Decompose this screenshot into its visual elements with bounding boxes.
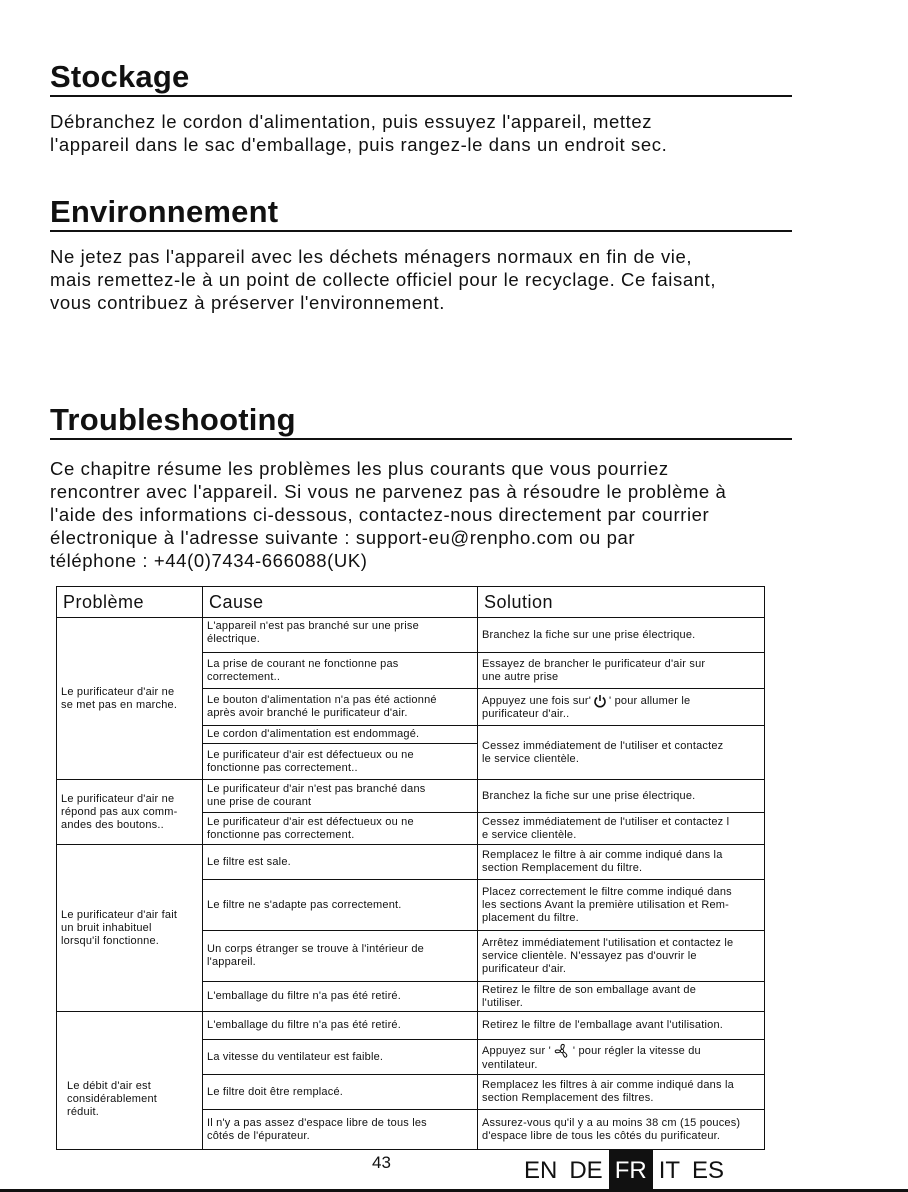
- cause-cell-15: Il n'y a pas assez d'espace libre de tous les côtés de l'épurateur.: [202, 1109, 478, 1150]
- solution-cell-1: Branchez la fiche sur une prise électrique.: [477, 617, 765, 653]
- problem-cell-1: Le purificateur d'air ne se met pas en marche.: [56, 617, 203, 780]
- cause-cell-7: Le purificateur d'air est défectueux ou ne fonctionne pas correctement.: [202, 812, 478, 845]
- section-title-storage: Stockage: [50, 60, 792, 97]
- cause-cell-6: Le purificateur d'air n'est pas branché dans une prise de courant: [202, 779, 478, 813]
- cause-cell-11: L'emballage du filtre n'a pas été retiré.: [202, 981, 478, 1012]
- troubleshooting-table: [56, 586, 765, 1150]
- solution-cell-8: Placez correctement le filtre comme indiqué dans les sections Avant la première utilisation et Rem- placement du filtre.: [477, 879, 765, 931]
- lang-es[interactable]: ES: [692, 1157, 725, 1184]
- lang-it[interactable]: IT: [658, 1157, 681, 1184]
- power-icon: [593, 694, 607, 708]
- cause-cell-4: Le cordon d'alimentation est endommagé.: [202, 725, 478, 744]
- solution-cell-7: Remplacez le filtre à air comme indiqué dans la section Remplacement du filtre.: [477, 844, 765, 880]
- problem-cell-3: Le purificateur d'air fait un bruit inhabituel lorsqu'il fonctionne.: [56, 844, 203, 1012]
- fan-icon: [553, 1043, 571, 1059]
- problem-cell-4: Le débit d'air est considérablement réduit.: [56, 1011, 203, 1150]
- lang-fr[interactable]: FR: [609, 1150, 653, 1192]
- section-title-environment: Environnement: [50, 195, 792, 232]
- solution-cell-6: Cessez immédiatement de l'utiliser et contactez l e service clientèle.: [477, 812, 765, 845]
- environment-text: Ne jetez pas l'appareil avec les déchets ménagers normaux en fin de vie, mais remettez-le à un point de collecte officiel pour le recyclage. Ce faisant, vous contribuez à préserver l'environnement.: [50, 246, 717, 313]
- solution-cell-4: Cessez immédiatement de l'utiliser et contactez le service clientèle.: [477, 725, 765, 780]
- cause-cell-14: Le filtre doit être remplacé.: [202, 1074, 478, 1110]
- cause-cell-2: La prise de courant ne fonctionne pas correctement..: [202, 652, 478, 689]
- solution-cell-9: Arrêtez immédiatement l'utilisation et contactez le service clientèle. N'essayez pas d'ouvrir le purificateur d'air.: [477, 930, 765, 982]
- page-number: 43: [372, 1153, 391, 1172]
- solution-cell-13: Remplacez les filtres à air comme indiqué dans la section Remplacement des filtres.: [477, 1074, 765, 1110]
- solution-cell-10: Retirez le filtre de son emballage avant de l'utiliser.: [477, 981, 765, 1012]
- solution-cell-2: Essayez de brancher le purificateur d'air sur une autre prise: [477, 652, 765, 689]
- solution-cell-11: Retirez le filtre de l'emballage avant l'utilisation.: [477, 1011, 765, 1040]
- lang-en[interactable]: EN: [524, 1157, 558, 1184]
- cause-cell-1: L'appareil n'est pas branché sur une prise électrique.: [202, 617, 478, 653]
- solution-cell-3: Appuyez une fois sur' ' pour allumer le purificateur d'air..: [477, 688, 765, 726]
- solution-cell-12: Appuyez sur ' ' pour régler la vitesse du ventilateur.: [477, 1039, 765, 1075]
- language-selector: [518, 1150, 730, 1192]
- cause-cell-12: L'emballage du filtre n'a pas été retiré.: [202, 1011, 478, 1040]
- solution-cell-14: Assurez-vous qu'il y a au moins 38 cm (15 pouces) d'espace libre de tous les côtés du purificateur.: [477, 1109, 765, 1150]
- solution-cell-5: Branchez la fiche sur une prise électrique.: [477, 779, 765, 813]
- storage-text: Débranchez le cordon d'alimentation, puis essuyez l'appareil, mettez l'appareil dans le sac d'emballage, puis rangez-le dans un endroit sec.: [50, 111, 668, 155]
- cause-cell-10: Un corps étranger se trouve à l'intérieur de l'appareil.: [202, 930, 478, 982]
- troubleshooting-text: Ce chapitre résume les problèmes les plus courants que vous pourriez rencontrer avec l'appareil. Si vous ne parvenez pas à résoudre le problème à l'aide des informations ci-dessous, contactez-nous directement par courrier électronique à l'adresse suivante : support-eu@renpho.com ou par téléphone : +44(0)7434-666088(UK): [50, 458, 727, 571]
- header-cause: Cause: [202, 586, 478, 618]
- header-problem: Problème: [56, 586, 203, 618]
- cause-cell-9: Le filtre ne s'adapte pas correctement.: [202, 879, 478, 931]
- lang-de[interactable]: DE: [569, 1157, 603, 1184]
- cause-cell-8: Le filtre est sale.: [202, 844, 478, 880]
- cause-cell-5: Le purificateur d'air est défectueux ou ne fonctionne pas correctement..: [202, 743, 478, 780]
- section-title-troubleshooting: Troubleshooting: [50, 403, 792, 440]
- header-solution: Solution: [477, 586, 765, 618]
- cause-cell-3: Le bouton d'alimentation n'a pas été actionné après avoir branché le purificateur d'air.: [202, 688, 478, 726]
- problem-cell-2: Le purificateur d'air ne répond pas aux comm- andes des boutons..: [56, 779, 203, 845]
- cause-cell-13: La vitesse du ventilateur est faible.: [202, 1039, 478, 1075]
